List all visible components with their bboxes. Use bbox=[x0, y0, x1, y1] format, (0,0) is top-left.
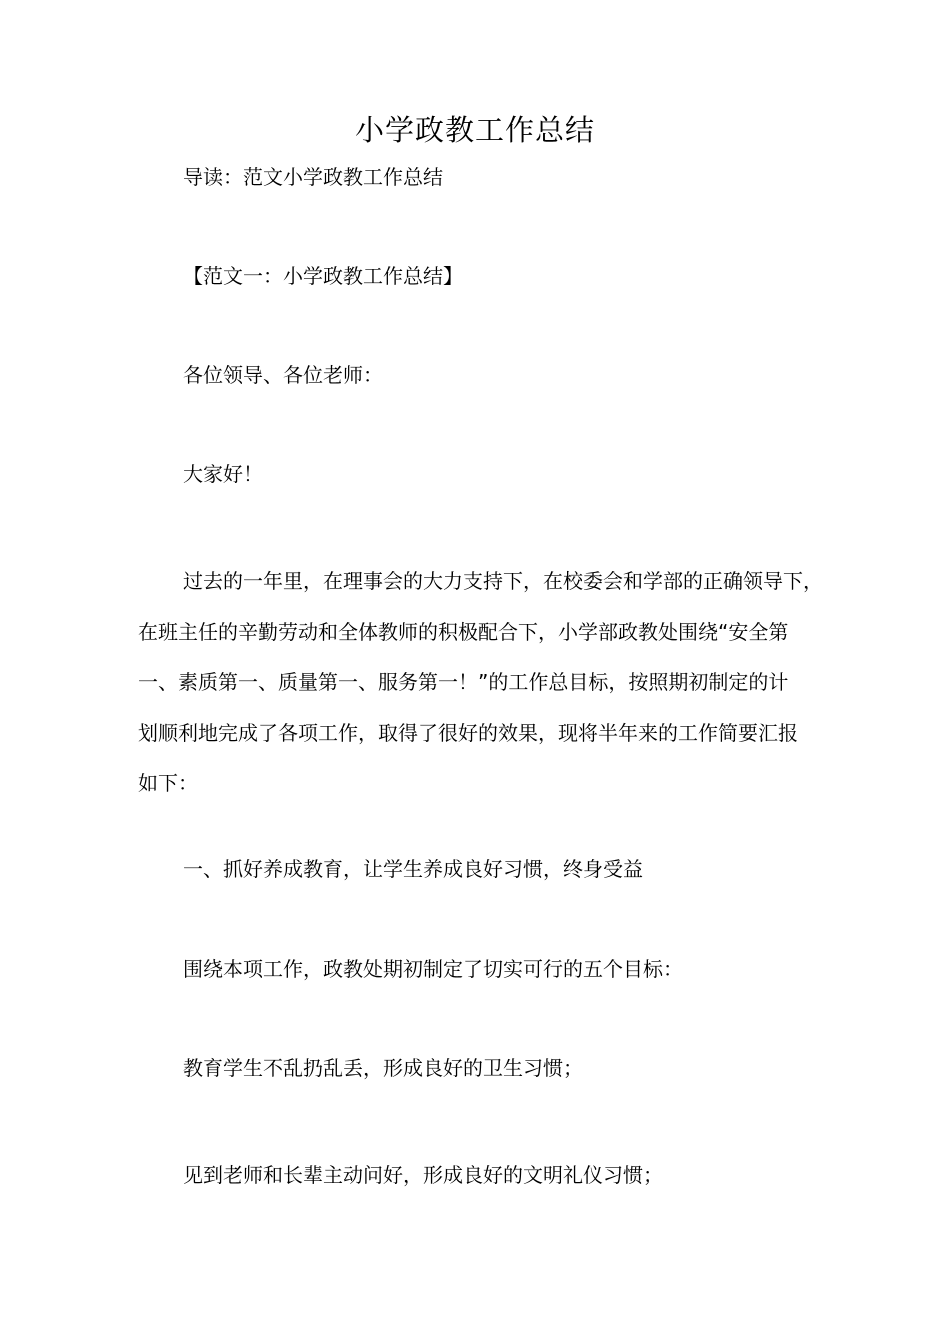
salutation: 各位领导、各位老师： bbox=[183, 363, 383, 387]
document-title: 小学政教工作总结 bbox=[354, 113, 595, 147]
report-paragraph bbox=[138, 556, 828, 809]
greeting: 大家好！ bbox=[183, 462, 263, 486]
goal-item: 见到老师和长辈主动问好，形成良好的文明礼仪习惯； bbox=[183, 1163, 663, 1187]
paragraph-line: 一、素质第一、质量第一、服务第一！”的工作总目标，按照期初制定的计 bbox=[138, 670, 789, 694]
lead-line: 导读：范文小学政教工作总结 bbox=[183, 165, 443, 189]
paragraph-line: 如下： bbox=[138, 771, 198, 795]
paragraph-line: 在班主任的辛勤劳动和全体教师的积极配合下，小学部政教处围绕“安全第 bbox=[138, 619, 789, 644]
goals-intro: 围绕本项工作，政教处期初制定了切实可行的五个目标： bbox=[183, 957, 683, 981]
paragraph-line: 过去的一年里，在理事会的大力支持下，在校委会和学部的正确领导下， bbox=[183, 569, 823, 593]
paragraph-line: 划顺利地完成了各项工作，取得了很好的效果，现将半年来的工作简要汇报 bbox=[138, 720, 798, 745]
section-point-one: 一、抓好养成教育，让学生养成良好习惯，终身受益 bbox=[183, 857, 643, 881]
section-heading: 【范文一：小学政教工作总结】 bbox=[183, 264, 463, 288]
goal-item: 教育学生不乱扔乱丢，形成良好的卫生习惯； bbox=[183, 1056, 583, 1080]
